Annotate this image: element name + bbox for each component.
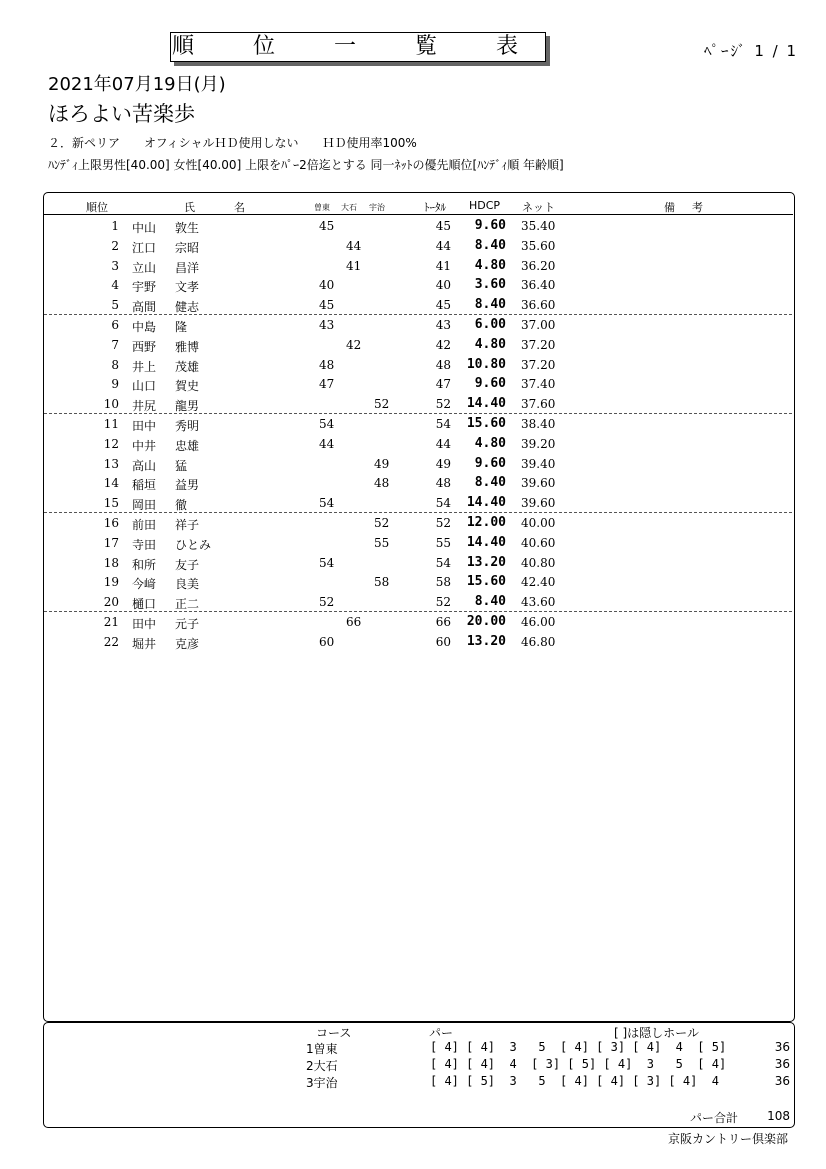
- table-row: [44, 435, 792, 454]
- course-name: 1曽東: [306, 1042, 338, 1056]
- cell-given: ひとみ: [175, 537, 212, 552]
- table-row: [44, 514, 792, 533]
- cell-hdcp: 14.40: [466, 396, 506, 412]
- cell-rank: 4: [111, 278, 119, 293]
- cell-rank: 12: [103, 436, 119, 451]
- header-name-1: 氏: [184, 201, 195, 214]
- cell-given: 賀史: [175, 379, 200, 394]
- cell-rank: 20: [103, 595, 119, 610]
- cell-total: 44: [435, 436, 451, 451]
- cell-sone: 40: [319, 278, 335, 293]
- cell-hdcp: 13.20: [466, 633, 506, 649]
- header-uji: 宇治: [369, 203, 385, 212]
- cell-hdcp: 14.40: [466, 534, 506, 550]
- cell-sur: 西野: [132, 339, 157, 354]
- cell-rank: 22: [103, 634, 119, 649]
- cell-uji: 52: [374, 397, 390, 412]
- cell-sur: 宇野: [132, 280, 157, 295]
- cell-sur: 今﨑: [132, 577, 157, 592]
- cell-given: 克彦: [175, 636, 200, 651]
- course-name: 3宇治: [306, 1076, 338, 1090]
- cell-rank: 3: [111, 258, 119, 273]
- cell-sur: 堀井: [132, 636, 157, 651]
- cell-rank: 16: [103, 516, 119, 530]
- cell-total: 54: [435, 555, 451, 570]
- cell-net: 36.20: [521, 258, 556, 273]
- cell-net: 36.60: [521, 298, 556, 313]
- table-row: [44, 415, 792, 434]
- cell-hdcp: 4.80: [474, 336, 506, 352]
- cell-hdcp: 8.40: [474, 475, 506, 491]
- table-row: [44, 237, 792, 256]
- cell-total: 52: [435, 595, 451, 610]
- event-name: ほろよい苦楽歩: [48, 102, 195, 126]
- cell-rank: 14: [103, 476, 119, 491]
- cell-sone: 54: [319, 417, 335, 431]
- cell-net: 37.20: [521, 337, 556, 352]
- cell-sur: 中島: [132, 320, 157, 334]
- cell-sone: 44: [319, 436, 335, 451]
- group-separator: [44, 413, 792, 414]
- cell-hdcp: 20.00: [466, 614, 506, 629]
- cell-uji: 49: [374, 456, 390, 471]
- cell-total: 52: [435, 516, 451, 530]
- table-row: [44, 534, 792, 553]
- cell-net: 37.40: [521, 377, 556, 392]
- cell-given: 敦生: [175, 221, 200, 235]
- table-row: [44, 395, 792, 414]
- cell-sur: 和所: [132, 557, 157, 572]
- table-row: [44, 356, 792, 375]
- cell-rank: 15: [103, 496, 119, 511]
- table-row: [44, 494, 792, 513]
- cell-rank: 8: [111, 357, 119, 372]
- cell-sone: 43: [319, 318, 335, 332]
- table-row: [44, 593, 792, 612]
- cell-net: 40.80: [521, 555, 556, 570]
- cell-sur: 中山: [132, 221, 157, 235]
- event-date: 2021年07月19日(月): [48, 74, 226, 95]
- cell-hdcp: 13.20: [466, 554, 506, 570]
- table-row: [44, 455, 792, 474]
- cell-sur: 山口: [132, 379, 157, 394]
- cell-sone: 45: [319, 219, 335, 233]
- cell-sur: 高山: [132, 458, 157, 473]
- cell-given: 猛: [175, 458, 188, 473]
- cell-hdcp: 12.00: [466, 515, 506, 530]
- cell-rank: 17: [103, 535, 119, 550]
- cell-sur: 岡田: [132, 498, 157, 513]
- cell-total: 49: [435, 456, 451, 471]
- cell-sur: 寺田: [132, 537, 157, 552]
- group-separator: [44, 611, 792, 612]
- cell-given: 正二: [175, 597, 200, 612]
- cell-total: 55: [435, 535, 451, 550]
- cell-net: 42.40: [521, 575, 556, 590]
- cell-uji: 55: [374, 535, 390, 550]
- cell-sur: 立山: [132, 260, 157, 275]
- club-name: 京阪カントリー倶楽部: [667, 1132, 788, 1146]
- cell-sur: 樋口: [132, 597, 157, 612]
- cell-given: 文孝: [175, 280, 200, 295]
- cell-hdcp: 14.40: [466, 495, 506, 511]
- cell-total: 54: [435, 417, 451, 431]
- cell-sur: 高間: [132, 300, 157, 315]
- cell-net: 39.60: [521, 496, 556, 511]
- course-header: コース: [316, 1026, 352, 1040]
- course-total: 36: [774, 1057, 790, 1071]
- cell-sur: 江口: [132, 240, 157, 255]
- cell-rank: 11: [103, 417, 119, 431]
- cell-net: 46.00: [521, 615, 556, 629]
- cell-total: 45: [435, 219, 451, 233]
- cell-total: 58: [435, 575, 451, 590]
- cell-total: 48: [435, 357, 451, 372]
- cell-uji: 58: [374, 575, 390, 590]
- table-row: [44, 217, 792, 236]
- cell-total: 42: [435, 337, 451, 352]
- cell-given: 元子: [175, 617, 200, 631]
- cell-total: 52: [435, 397, 451, 412]
- par-header: パー: [429, 1026, 454, 1040]
- cell-hdcp: 4.80: [474, 435, 506, 451]
- cell-oishi: 41: [346, 258, 362, 273]
- header-oishi: 大石: [341, 203, 357, 212]
- cell-sur: 稲垣: [132, 478, 157, 493]
- cell-sur: 田中: [132, 419, 157, 433]
- cell-hdcp: 10.80: [466, 356, 506, 372]
- cell-net: 39.40: [521, 456, 556, 471]
- table-row: [44, 257, 792, 276]
- cell-rank: 10: [103, 397, 119, 412]
- cell-total: 54: [435, 496, 451, 511]
- cell-net: 38.40: [521, 417, 556, 431]
- cell-net: 40.00: [521, 516, 556, 530]
- cell-given: 忠雄: [175, 438, 200, 453]
- cell-total: 60: [435, 634, 451, 649]
- header-total: ﾄｰﾀﾙ: [424, 201, 446, 214]
- cell-rank: 13: [103, 456, 119, 471]
- cell-given: 徹: [175, 498, 188, 513]
- cell-rank: 19: [103, 575, 119, 590]
- table-row: [44, 316, 792, 335]
- cell-hdcp: 3.60: [474, 277, 506, 293]
- cell-net: 46.80: [521, 634, 556, 649]
- cell-sur: 中井: [132, 438, 157, 453]
- header-divider: [44, 214, 793, 215]
- cell-uji: 48: [374, 476, 390, 491]
- group-separator: [44, 512, 792, 513]
- cell-total: 43: [435, 318, 451, 332]
- table-row: [44, 296, 792, 315]
- cell-net: 36.40: [521, 278, 556, 293]
- header-note-2: 考: [692, 201, 703, 214]
- cell-net: 35.40: [521, 219, 556, 233]
- report-title: 順 位 一 覧 表: [170, 32, 546, 62]
- rule-line-2: ﾊﾝﾃﾞｨ上限男性[40.00] 女性[40.00] 上限をﾊﾟｰ2倍迄とする 同一ﾈｯﾄの優先順位[ﾊﾝﾃﾞｨ順 年齢順]: [48, 158, 564, 172]
- cell-given: 茂雄: [175, 359, 200, 374]
- group-separator: [44, 314, 792, 315]
- cell-oishi: 42: [346, 337, 362, 352]
- cell-oishi: 44: [346, 238, 362, 253]
- cell-hdcp: 9.60: [474, 455, 506, 471]
- par-total-label: パー合計: [690, 1111, 739, 1125]
- table-row: [44, 554, 792, 573]
- cell-sur: 前田: [132, 518, 157, 532]
- cell-hdcp: 8.40: [474, 594, 506, 610]
- cell-sone: 60: [319, 634, 335, 649]
- cell-rank: 5: [111, 298, 119, 313]
- cell-total: 45: [435, 298, 451, 313]
- header-rank: 順位: [86, 201, 108, 214]
- cell-sur: 田中: [132, 617, 157, 631]
- cell-hdcp: 9.60: [474, 376, 506, 392]
- table-row: [44, 573, 792, 592]
- course-par-panel: [43, 1022, 795, 1128]
- cell-hdcp: 9.60: [474, 218, 506, 233]
- cell-hdcp: 8.40: [474, 297, 506, 313]
- cell-sone: 45: [319, 298, 335, 313]
- cell-rank: 21: [103, 615, 119, 629]
- cell-total: 48: [435, 476, 451, 491]
- cell-hdcp: 8.40: [474, 237, 506, 253]
- course-total: 36: [774, 1074, 790, 1088]
- cell-net: 43.60: [521, 595, 556, 610]
- cell-total: 47: [435, 377, 451, 392]
- cell-sone: 47: [319, 377, 335, 392]
- rule-line-1: ２．新ペリア オフィシャルＨＤ使用しない ＨＤ使用率100%: [48, 136, 417, 150]
- table-row: [44, 613, 792, 632]
- cell-net: 39.20: [521, 436, 556, 451]
- header-name-2: 名: [234, 201, 245, 214]
- cell-hdcp: 15.60: [466, 416, 506, 431]
- cell-given: 雅博: [175, 339, 200, 354]
- cell-net: 40.60: [521, 535, 556, 550]
- course-name: 2大石: [306, 1059, 338, 1073]
- table-row: [44, 633, 792, 652]
- cell-given: 良美: [175, 577, 200, 592]
- table-row: [44, 276, 792, 295]
- cell-sur: 井上: [132, 359, 157, 374]
- cell-rank: 6: [111, 318, 119, 332]
- cell-total: 44: [435, 238, 451, 253]
- cell-net: 37.20: [521, 357, 556, 372]
- cell-sone: 48: [319, 357, 335, 372]
- page-indicator: ﾍﾟｰｼﾞ 1 / 1: [704, 42, 798, 60]
- table-row: [44, 336, 792, 355]
- table-row: [44, 474, 792, 493]
- results-header-row: [44, 199, 792, 213]
- cell-total: 40: [435, 278, 451, 293]
- cell-sone: 54: [319, 555, 335, 570]
- cell-total: 41: [435, 258, 451, 273]
- cell-given: 秀明: [175, 419, 200, 433]
- cell-sur: 井尻: [132, 399, 157, 414]
- cell-given: 昌洋: [175, 260, 200, 275]
- cell-given: 宗昭: [175, 240, 200, 255]
- cell-sone: 54: [319, 496, 335, 511]
- cell-given: 祥子: [175, 518, 200, 532]
- header-net: ネット: [522, 201, 555, 214]
- hidden-hole-note: [ ]は隠しホール: [614, 1026, 699, 1040]
- cell-rank: 1: [111, 219, 119, 233]
- course-pars: [ 4] [ 5] 3 5 [ 4] [ 4] [ 3] [ 4] 4: [430, 1074, 719, 1088]
- cell-hdcp: 15.60: [466, 574, 506, 590]
- cell-given: 隆: [175, 320, 188, 334]
- cell-given: 友子: [175, 557, 200, 572]
- cell-rank: 9: [111, 377, 119, 392]
- cell-given: 益男: [175, 478, 200, 493]
- course-pars: [ 4] [ 4] 3 5 [ 4] [ 3] [ 4] 4 [ 5]: [430, 1040, 727, 1054]
- cell-net: 35.60: [521, 238, 556, 253]
- cell-net: 39.60: [521, 476, 556, 491]
- header-note-1: 備: [664, 201, 675, 214]
- cell-rank: 7: [111, 337, 119, 352]
- header-hdcp: HDCP: [469, 199, 501, 212]
- cell-rank: 18: [103, 555, 119, 570]
- cell-net: 37.00: [521, 318, 556, 332]
- par-total-value: 108: [767, 1109, 790, 1123]
- cell-hdcp: 6.00: [474, 317, 506, 332]
- cell-uji: 52: [374, 516, 390, 530]
- cell-oishi: 66: [346, 615, 362, 629]
- cell-hdcp: 4.80: [474, 257, 506, 273]
- cell-total: 66: [435, 615, 451, 629]
- cell-given: 健志: [175, 300, 200, 315]
- cell-given: 龍男: [175, 399, 200, 414]
- cell-net: 37.60: [521, 397, 556, 412]
- table-row: [44, 375, 792, 394]
- header-sone: 曽東: [314, 203, 330, 212]
- cell-sone: 52: [319, 595, 335, 610]
- course-total: 36: [774, 1040, 790, 1054]
- cell-rank: 2: [111, 238, 119, 253]
- course-pars: [ 4] [ 4] 4 [ 3] [ 5] [ 4] 3 5 [ 4]: [430, 1057, 727, 1071]
